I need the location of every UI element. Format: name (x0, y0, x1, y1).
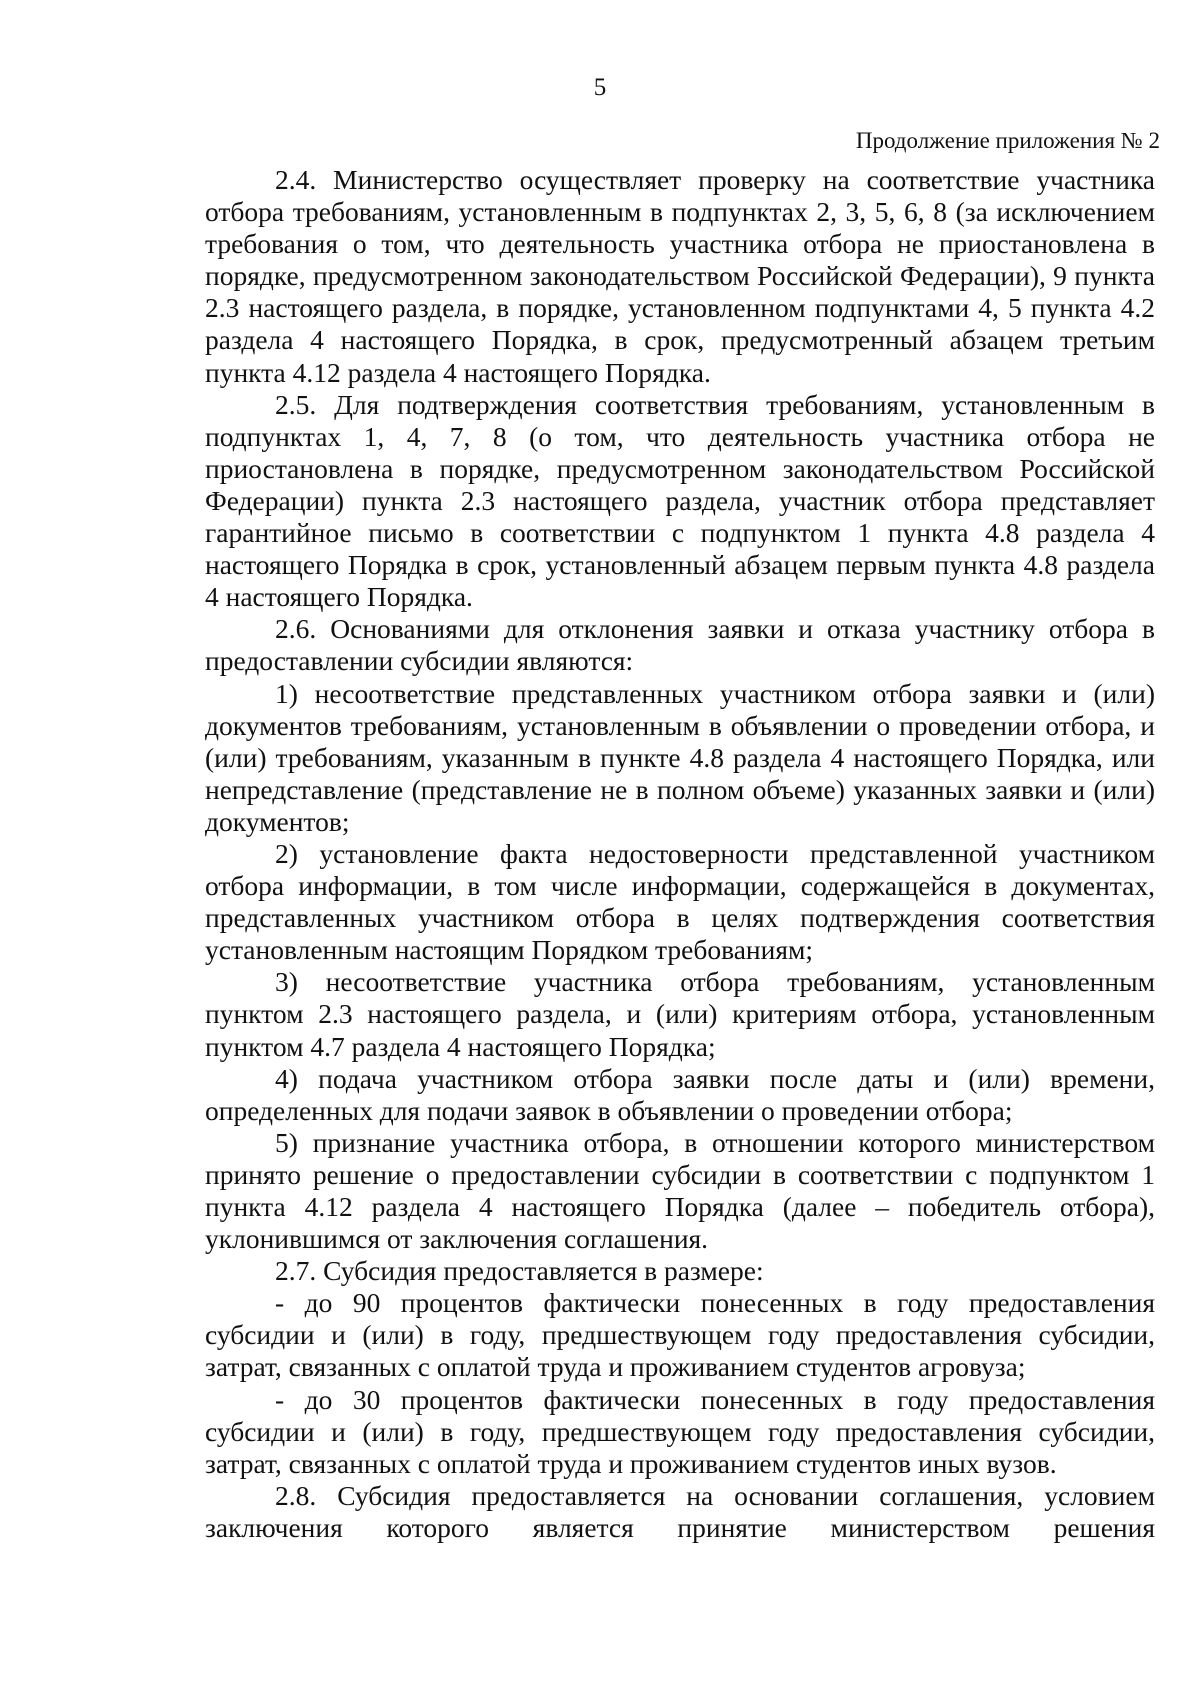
document-body (205, 164, 1155, 1544)
list-item-5: 5) признание участника отбора, в отношении которого министерством принято решение о предоставлении субсидии в соответствии с подпунктом 1 пункта 4.12 раздела 4 настоящего Порядка (далее – победитель отбора), уклонившимся от заключения соглашения. (205, 1126, 1155, 1255)
dash-item-other-universities: - до 30 процентов фактически понесенных в году предоставления субсидии и (или) в году, предшествующем году предоставления субсидии, затрат, связанных с оплатой труда и проживанием студентов иных вузов. (205, 1383, 1155, 1479)
list-item-3: 3) несоответствие участника отбора требованиям, установленным пунктом 2.3 настоящего раздела, и (или) критериям отбора, установленным пунктом 4.7 раздела 4 настоящего Порядка; (205, 966, 1155, 1062)
list-item-2: 2) установление факта недостоверности представленной участником отбора информации, в том числе информации, содержащейся в документах, представленных участником отбора в целях подтверждения соответствия установленным настоящим Порядком требованиям; (205, 837, 1155, 966)
paragraph-2-8: 2.8. Субсидия предоставляется на основании соглашения, условием заключения которого является принятие министерством решения (205, 1479, 1155, 1543)
list-item-1: 1) несоответствие представленных участником отбора заявки и (или) документов требованиям, установленным в объявлении о проведении отбора, и (или) требованиям, указанным в пункте 4.8 раздела 4 настоящего Порядка, или непредставление (представление не в полном объеме) указанных заявки и (или) документов; (205, 677, 1155, 837)
appendix-continuation-note: Продолжение приложения № 2 (855, 128, 1160, 153)
paragraph-2-6: 2.6. Основаниями для отклонения заявки и отказа участнику отбора в предоставлении субсидии являются: (205, 613, 1155, 677)
paragraph-2-4: 2.4. Министерство осуществляет проверку на соответствие участника отбора требованиям, установленным в подпунктах 2, 3, 5, 6, 8 (за исключением требования о том, что деятельность участника отбора не приостановлена в порядке, предусмотренном законодательством Российской Федерации), 9 пункта 2.3 настоящего раздела, в порядке, установленном подпунктами 4, 5 пункта 4.2 раздела 4 настоящего Порядка, в срок, предусмотренный абзацем третьим пункта 4.12 раздела 4 настоящего Порядка. (205, 164, 1155, 388)
list-item-4: 4) подача участником отбора заявки после даты и (или) времени, определенных для подачи заявок в объявлении о проведении отбора; (205, 1062, 1155, 1126)
page-number: 5 (593, 74, 607, 101)
paragraph-2-5: 2.5. Для подтверждения соответствия требованиям, установленным в подпунктах 1, 4, 7, 8 (о том, что деятельность участника отбора не приостановлена в порядке, предусмотренном законодательством Российской Федерации) пункта 2.3 настоящего раздела, участник отбора представляет гарантийное письмо в соответствии с подпунктом 1 пункта 4.8 раздела 4 настоящего Порядка в срок, установленный абзацем первым пункта 4.8 раздела 4 настоящего Порядка. (205, 388, 1155, 613)
paragraph-2-7: 2.7. Субсидия предоставляется в размере: (275, 1255, 764, 1287)
dash-item-agrovuz: - до 90 процентов фактически понесенных в году предоставления субсидии и (или) в году, предшествующем году предоставления субсидии, затрат, связанных с оплатой труда и проживанием студентов агровуза; (205, 1287, 1155, 1383)
